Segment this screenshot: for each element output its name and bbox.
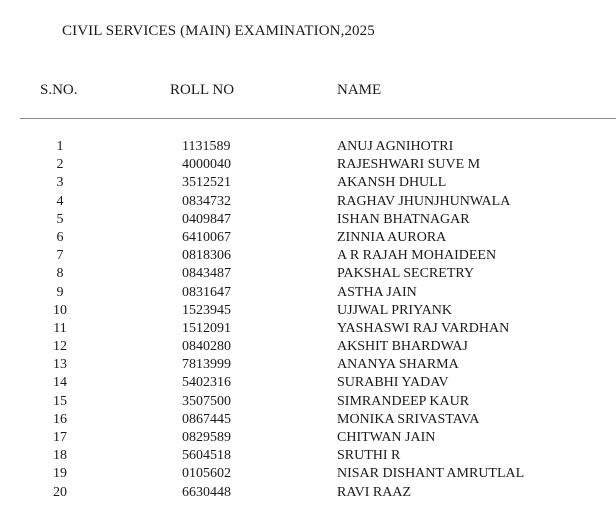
cell-sno: 1 <box>56 139 64 154</box>
cell-roll-no: 1131589 <box>182 139 231 154</box>
cell-sno: 9 <box>56 284 64 300</box>
cell-name: RAJESHWARI SUVE M <box>337 157 481 173</box>
cell-sno: 7 <box>56 248 64 264</box>
cell-name: A R RAJAH MOHAIDEEN <box>337 248 497 264</box>
header-divider <box>20 118 616 119</box>
cell-sno: 15 <box>53 393 67 409</box>
cell-roll-no: 3507500 <box>182 393 231 409</box>
table-row <box>0 302 616 320</box>
cell-roll-no: 1512091 <box>182 320 231 336</box>
cell-roll-no: 0409847 <box>182 211 231 227</box>
cell-sno: 18 <box>53 448 67 464</box>
table-row <box>0 320 616 338</box>
cell-sno: 19 <box>53 466 67 482</box>
cell-roll-no: 4000040 <box>182 157 231 173</box>
cell-name: NISAR DISHANT AMRUTLAL <box>337 466 525 482</box>
table-row <box>0 265 616 283</box>
table-row <box>0 411 616 429</box>
document-title: CIVIL SERVICES (MAIN) EXAMINATION,2025 <box>62 23 375 39</box>
cell-sno: 10 <box>53 302 67 318</box>
cell-name: RAGHAV JHUNJHUNWALA <box>337 193 511 209</box>
cell-roll-no: 0867445 <box>182 411 231 427</box>
cell-name: SRUTHI R <box>337 448 401 464</box>
table-row <box>0 193 616 211</box>
cell-name: SIMRANDEEP KAUR <box>337 393 470 409</box>
table-row <box>0 356 616 374</box>
table-row <box>0 484 616 502</box>
table-row <box>0 156 616 174</box>
cell-sno: 12 <box>53 339 67 355</box>
column-header-roll-no: ROLL NO <box>170 82 235 98</box>
cell-roll-no: 0834732 <box>182 193 231 209</box>
table-row <box>0 393 616 411</box>
cell-roll-no: 0840280 <box>182 339 231 355</box>
column-header-name: NAME <box>337 82 382 98</box>
cell-name: CHITWAN JAIN <box>337 430 436 445</box>
table-row <box>0 211 616 229</box>
cell-sno: 2 <box>56 157 64 173</box>
cell-sno: 13 <box>53 357 67 373</box>
table-row <box>0 229 616 247</box>
results-list <box>0 138 616 502</box>
cell-name: RAVI RAAZ <box>337 484 412 500</box>
cell-sno: 5 <box>56 211 64 227</box>
table-row <box>0 447 616 465</box>
cell-roll-no: 0831647 <box>182 284 231 300</box>
cell-sno: 6 <box>56 229 64 245</box>
cell-name: ASTHA JAIN <box>337 284 417 300</box>
cell-name: AKANSH DHULL <box>337 175 447 191</box>
column-header-sno: S.NO. <box>40 82 78 98</box>
cell-roll-no: 6410067 <box>182 229 231 245</box>
cell-name: ZINNIA AURORA <box>337 229 447 245</box>
cell-sno: 16 <box>53 411 67 427</box>
table-row <box>0 247 616 265</box>
cell-name: AKSHIT BHARDWAJ <box>337 339 468 355</box>
cell-roll-no: 5604518 <box>182 448 231 464</box>
cell-name: SURABHI YADAV <box>337 375 449 391</box>
table-row <box>0 374 616 392</box>
cell-sno: 4 <box>56 193 64 209</box>
cell-name: PAKSHAL SECRETRY <box>337 266 475 282</box>
cell-sno: 11 <box>53 320 67 336</box>
cell-sno: 14 <box>53 375 67 391</box>
table-row <box>0 138 616 156</box>
cell-roll-no: 6630448 <box>182 484 231 500</box>
cell-sno: 8 <box>56 266 64 282</box>
table-row <box>0 465 616 483</box>
cell-name: UJJWAL PRIYANK <box>337 302 452 318</box>
cell-roll-no: 5402316 <box>182 375 231 391</box>
cell-roll-no: 7813999 <box>182 357 231 373</box>
cell-roll-no: 3512521 <box>182 175 231 191</box>
cell-name: ANANYA SHARMA <box>337 357 459 373</box>
cell-name: ANUJ AGNIHOTRI <box>337 139 454 154</box>
table-row <box>0 284 616 302</box>
cell-name: MONIKA SRIVASTAVA <box>337 411 480 427</box>
cell-roll-no: 0818306 <box>182 248 231 264</box>
table-row <box>0 429 616 447</box>
cell-roll-no: 0829589 <box>182 430 231 445</box>
cell-roll-no: 0105602 <box>182 466 231 482</box>
table-row <box>0 174 616 192</box>
cell-roll-no: 1523945 <box>182 302 231 318</box>
table-row <box>0 338 616 356</box>
cell-name: ISHAN BHATNAGAR <box>337 211 470 227</box>
cell-sno: 17 <box>53 430 67 445</box>
cell-sno: 3 <box>56 175 64 191</box>
cell-sno: 20 <box>53 484 67 500</box>
cell-roll-no: 0843487 <box>182 266 231 282</box>
cell-name: YASHASWI RAJ VARDHAN <box>337 320 510 336</box>
